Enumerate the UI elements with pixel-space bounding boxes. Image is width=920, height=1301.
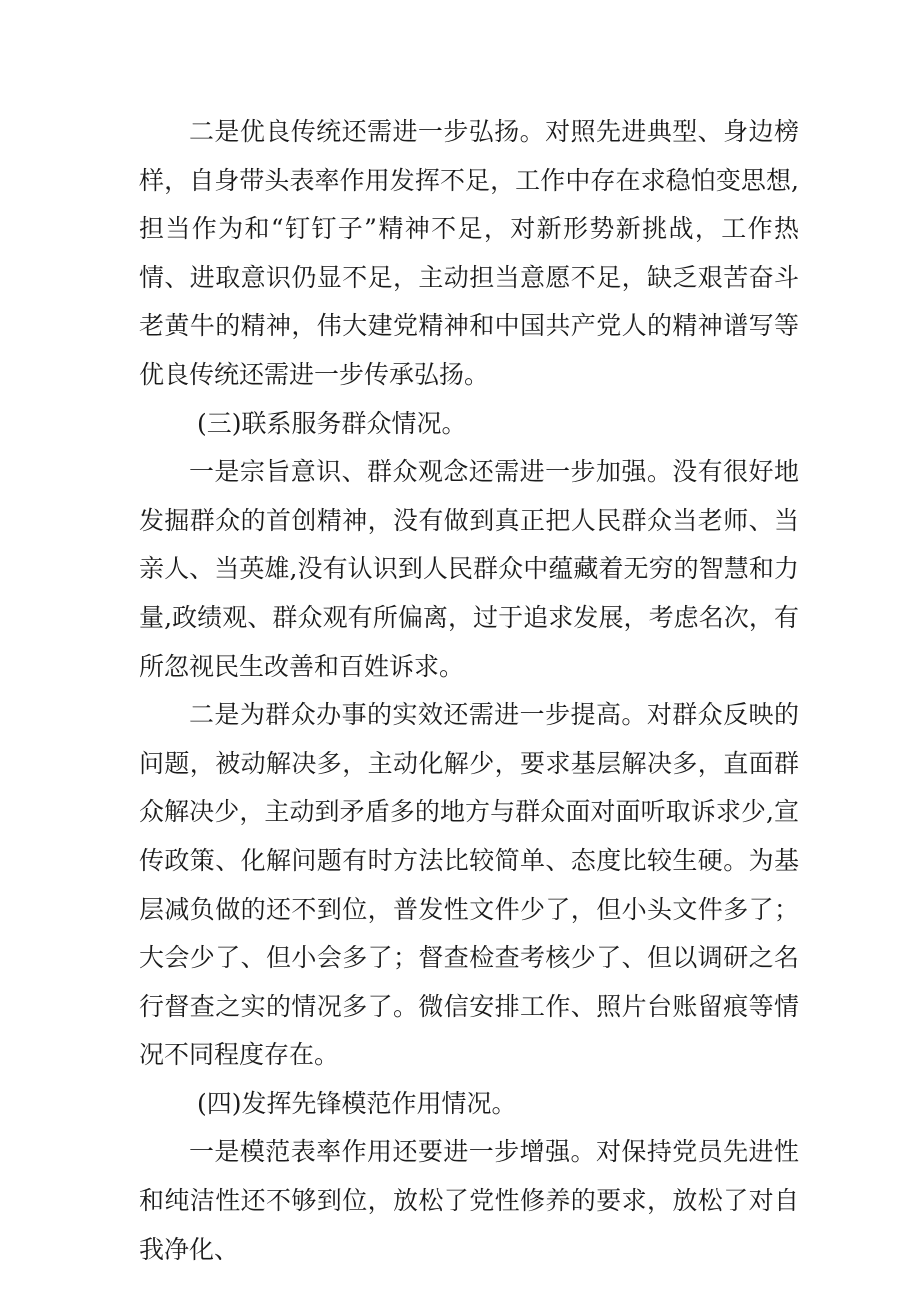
paragraph-exemplary-role: 一是模范表率作用还要进一步增强。对保持党员先进性和纯洁性还不够到位，放松了党性修养的要求，放松了对自我净化、 xyxy=(139,1137,799,1264)
paragraph-service-effectiveness: 二是为群众办事的实效还需进一步提高。对群众反映的问题，被动解决多，主动化解少，要求基层解决多，直面群众解决少，主动到矛盾多的地方与群众面对面听取诉求少,宣传政策、化解问题有时方法比较简单、态度比较生硬。为基层减负做的还不到位，普发性文件少了，但小头文件多了；大会少了、但小会多了；督查检查考核少了、但以调研之名行督查之实的情况多了。微信安排工作、照片台账留痕等情况不同程度存在。 xyxy=(139,700,799,1070)
document-body xyxy=(139,108,799,1274)
section-heading-three: (三)联系服务群众情况。 xyxy=(197,408,467,438)
paragraph-tradition: 二是优良传统还需进一步弘扬。对照先进典型、身边榜样，自身带头表率作用发挥不足，工作中存在求稳怕变思想,担当作为和“钉钉子”精神不足，对新形势新挑战，工作热情、进取意识仍显不足，主动担当意愿不足，缺乏艰苦奋斗老黄牛的精神，伟大建党精神和中国共产党人的精神谱写等优良传统还需进一步传承弘扬。 xyxy=(139,117,799,389)
section-heading-four: (四)发挥先锋模范作用情况。 xyxy=(197,1088,517,1118)
paragraph-purpose-awareness: 一是宗旨意识、群众观念还需进一步加强。没有很好地发掘群众的首创精神，没有做到真正把人民群众当老师、当亲人、当英雄,没有认识到人民群众中蕴藏着无穷的智慧和力量,政绩观、群众观有所偏离，过于追求发展，考虑名次，有所忽视民生改善和百姓诉求。 xyxy=(139,457,799,681)
